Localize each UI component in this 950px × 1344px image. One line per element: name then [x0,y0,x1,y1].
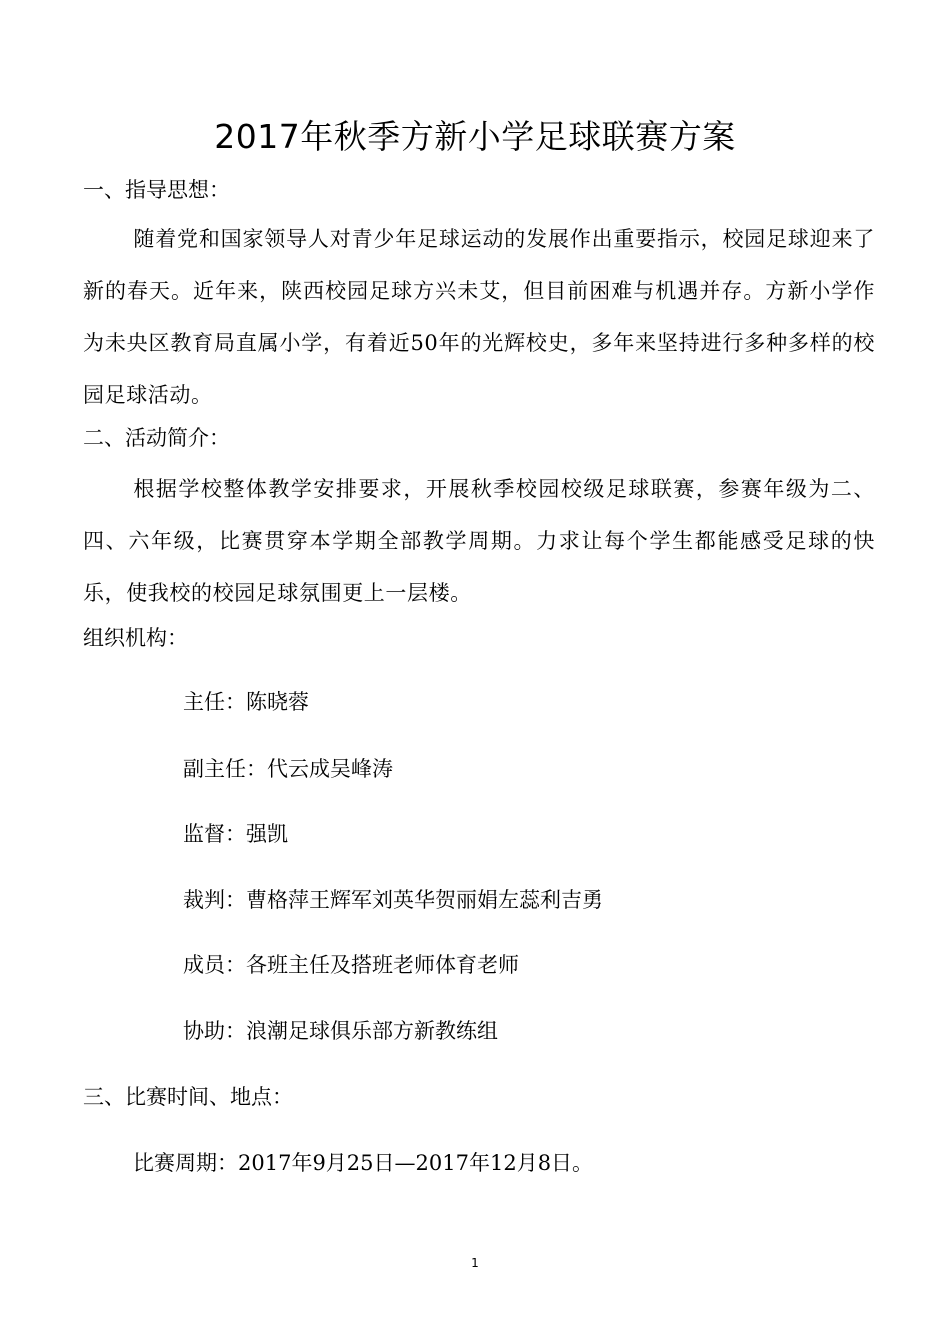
org-director: 主任：陈晓蓉 [183,690,309,714]
page-number: 1 [471,1256,479,1270]
section-heading-activity-intro: 二、活动简介： [83,426,230,450]
org-referees: 裁判：曹格萍王辉军刘英华贺丽娟左蕊利吉勇 [183,888,603,912]
section-paragraph-activity-intro: 根据学校整体教学安排要求，开展秋季校园校级足球联赛，参赛年级为二、四、六年级，比赛贯穿本学期全部教学周期。力求让每个学生都能感受足球的快乐，使我校的校园足球氛围更上一层楼。 [83,477,875,605]
section-heading-time-location: 三、比赛时间、地点： [83,1085,293,1109]
org-supervisor: 监督：强凯 [183,822,288,846]
document-title: 2017年秋季方新小学足球联赛方案 [214,117,736,156]
organization-heading: 组织机构： [83,626,188,650]
section-paragraph-time-location: 比赛周期：2017年9月25日—2017年12月8日。 [133,1151,594,1175]
section-heading-guiding-ideology: 一、指导思想： [83,178,230,202]
org-members: 成员：各班主任及搭班老师体育老师 [183,953,519,977]
org-deputy-director: 副主任：代云成吴峰涛 [183,757,393,781]
section-paragraph-guiding-ideology: 随着党和国家领导人对青少年足球运动的发展作出重要指示，校园足球迎来了新的春天。近年来，陕西校园足球方兴未艾，但目前困难与机遇并存。方新小学作为未央区教育局直属小学，有着近50年的光辉校史，多年来坚持进行多种多样的校园足球活动。 [83,227,875,407]
org-assistance: 协助：浪潮足球俱乐部方新教练组 [183,1019,498,1043]
